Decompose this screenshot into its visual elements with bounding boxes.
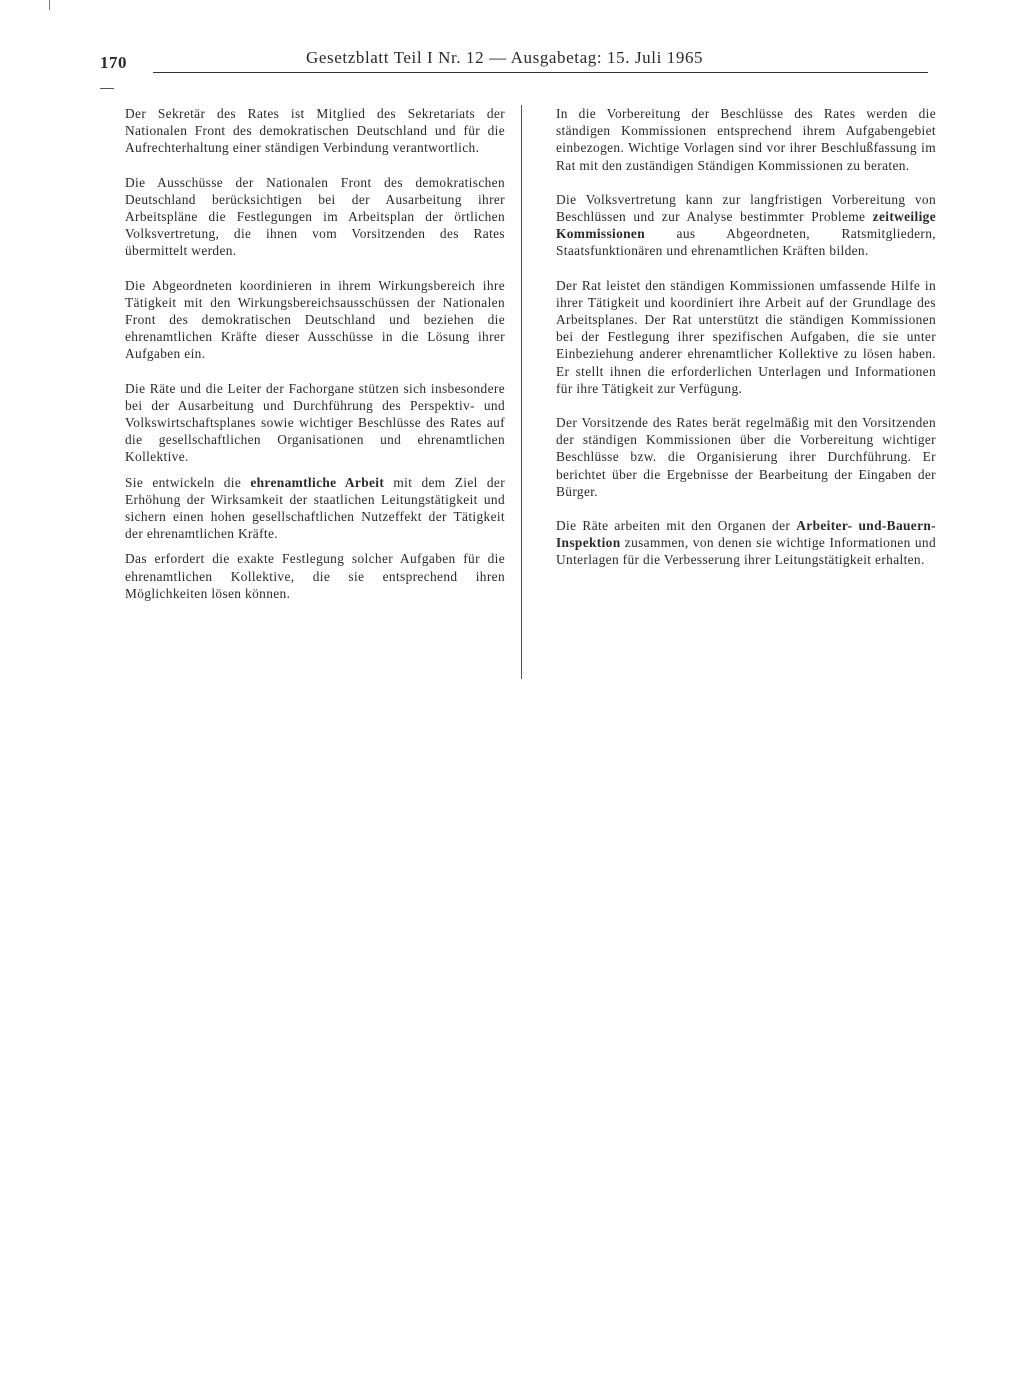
text-run: Sie entwickeln die [125, 474, 251, 490]
text-run: Die Räte arbeiten mit den Organen der [556, 518, 797, 534]
header-dash [100, 88, 114, 89]
column-rule [521, 105, 522, 679]
paragraph: Die Abgeordneten koordinieren in ihrem Wirkungsbereich ihre Tätigkeit mit den Wirkungsbereichsausschüssen der Nationalen Front des demokratischen Deutschland und beziehen die ehrenamtlichen Kräfte dieser Ausschüsse in die Lösung ihrer Aufgaben ein. [125, 277, 505, 362]
header-title: Gesetzblatt Teil I Nr. 12 — Ausgabetag: 15. Juli 1965 [306, 48, 704, 67]
paragraph [556, 191, 936, 260]
text-run: aus Abgeordneten, Ratsmitgliedern, Staatsfunktionären und ehrenamtlichen Kräften bilden. [556, 226, 936, 259]
paragraph [125, 474, 505, 543]
header-rule [153, 72, 928, 73]
right-column [556, 105, 936, 586]
text-run: mit dem Ziel der Erhöhung der Wirksamkeit der staatlichen Leitungstätigkeit und sichern einen hohen gesellschaftlichen Nutzeffekt der Tätigkeit der ehrenamtlichen Kräfte. [125, 474, 505, 542]
paragraph: Der Rat leistet den ständigen Kommissionen umfassende Hilfe in ihrer Tätigkeit und koordiniert ihre Arbeit auf der Grundlage des Arbeitsplanes. Der Rat unterstützt die ständigen Kommissionen bei der Festlegung ihrer spezifischen Aufgaben, die sie unter Einbeziehung anderer ehrenamtlicher Kollektive zu lösen haben. Er stellt ihnen die erforderlichen Unterlagen und Informationen für ihre Tätigkeit zur Verfügung. [556, 277, 936, 396]
emphasis-zeitweilige-kommissionen: zeitweilige Kommissionen [556, 209, 936, 242]
paragraph: Die Räte und die Leiter der Fachorgane stützen sich insbesondere bei der Ausarbeitung und Durchführung des Perspektiv- und Volkswirtschaftsplanes sowie wichtiger Beschlüsse des Rates auf die gesellschaftlichen Organisationen und ehrenamtlichen Kollektive. [125, 380, 505, 465]
paragraph: Die Ausschüsse der Nationalen Front des demokratischen Deutschland berücksichtigen bei der Ausarbeitung ihrer Arbeitspläne die Festlegungen im Arbeitsplan der örtlichen Volksvertretung, die ihnen vom Vorsitzenden des Rates übermittelt werden. [125, 174, 505, 259]
page-number: 170 [100, 53, 127, 72]
paragraph: Der Sekretär des Rates ist Mitglied des Sekretariats der Nationalen Front des demokratischen Deutschland und für die Aufrechterhaltung einer ständigen Verbindung verantwortlich. [125, 106, 505, 156]
paragraph: Das erfordert die exakte Festlegung solcher Aufgaben für die ehrenamtlichen Kollektive, die sie entsprechend ihren Möglichkeiten lösen können. [125, 551, 505, 601]
corner-mark [49, 0, 50, 10]
paragraph [556, 517, 936, 569]
emphasis-ehrenamtliche-arbeit: ehrenamtliche Arbeit [250, 474, 385, 490]
text-run: zusammen, von denen sie wichtige Informationen und Unterlagen für die Verbesserung ihrer Leitungstätigkeit erhalten. [556, 535, 936, 568]
paragraph: Der Vorsitzende des Rates berät regelmäßig mit den Vorsitzenden der ständigen Kommissionen über die Vorbereitung wichtiger Beschlüsse bzw. die Organisierung ihrer Durchführung. Er berichtet über die Ergebnisse der Bearbeitung der Eingaben der Bürger. [556, 415, 936, 499]
text-run: Die Volksvertretung kann zur langfristigen Vorbereitung von Beschlüssen und zur Analyse bestimmter Probleme [556, 191, 936, 225]
emphasis-abi: Arbeiter- und-Bauern-Inspektion [556, 518, 936, 551]
paragraph: In die Vorbereitung der Beschlüsse des Rates werden die ständigen Kommissionen entsprechend ihrem Aufgabengebiet einbezogen. Wichtige Vorlagen sind vor ihrer Beschlußfassung im Rat mit den zuständigen Ständigen Kommissionen zu beraten. [556, 106, 936, 173]
left-column [125, 105, 505, 619]
